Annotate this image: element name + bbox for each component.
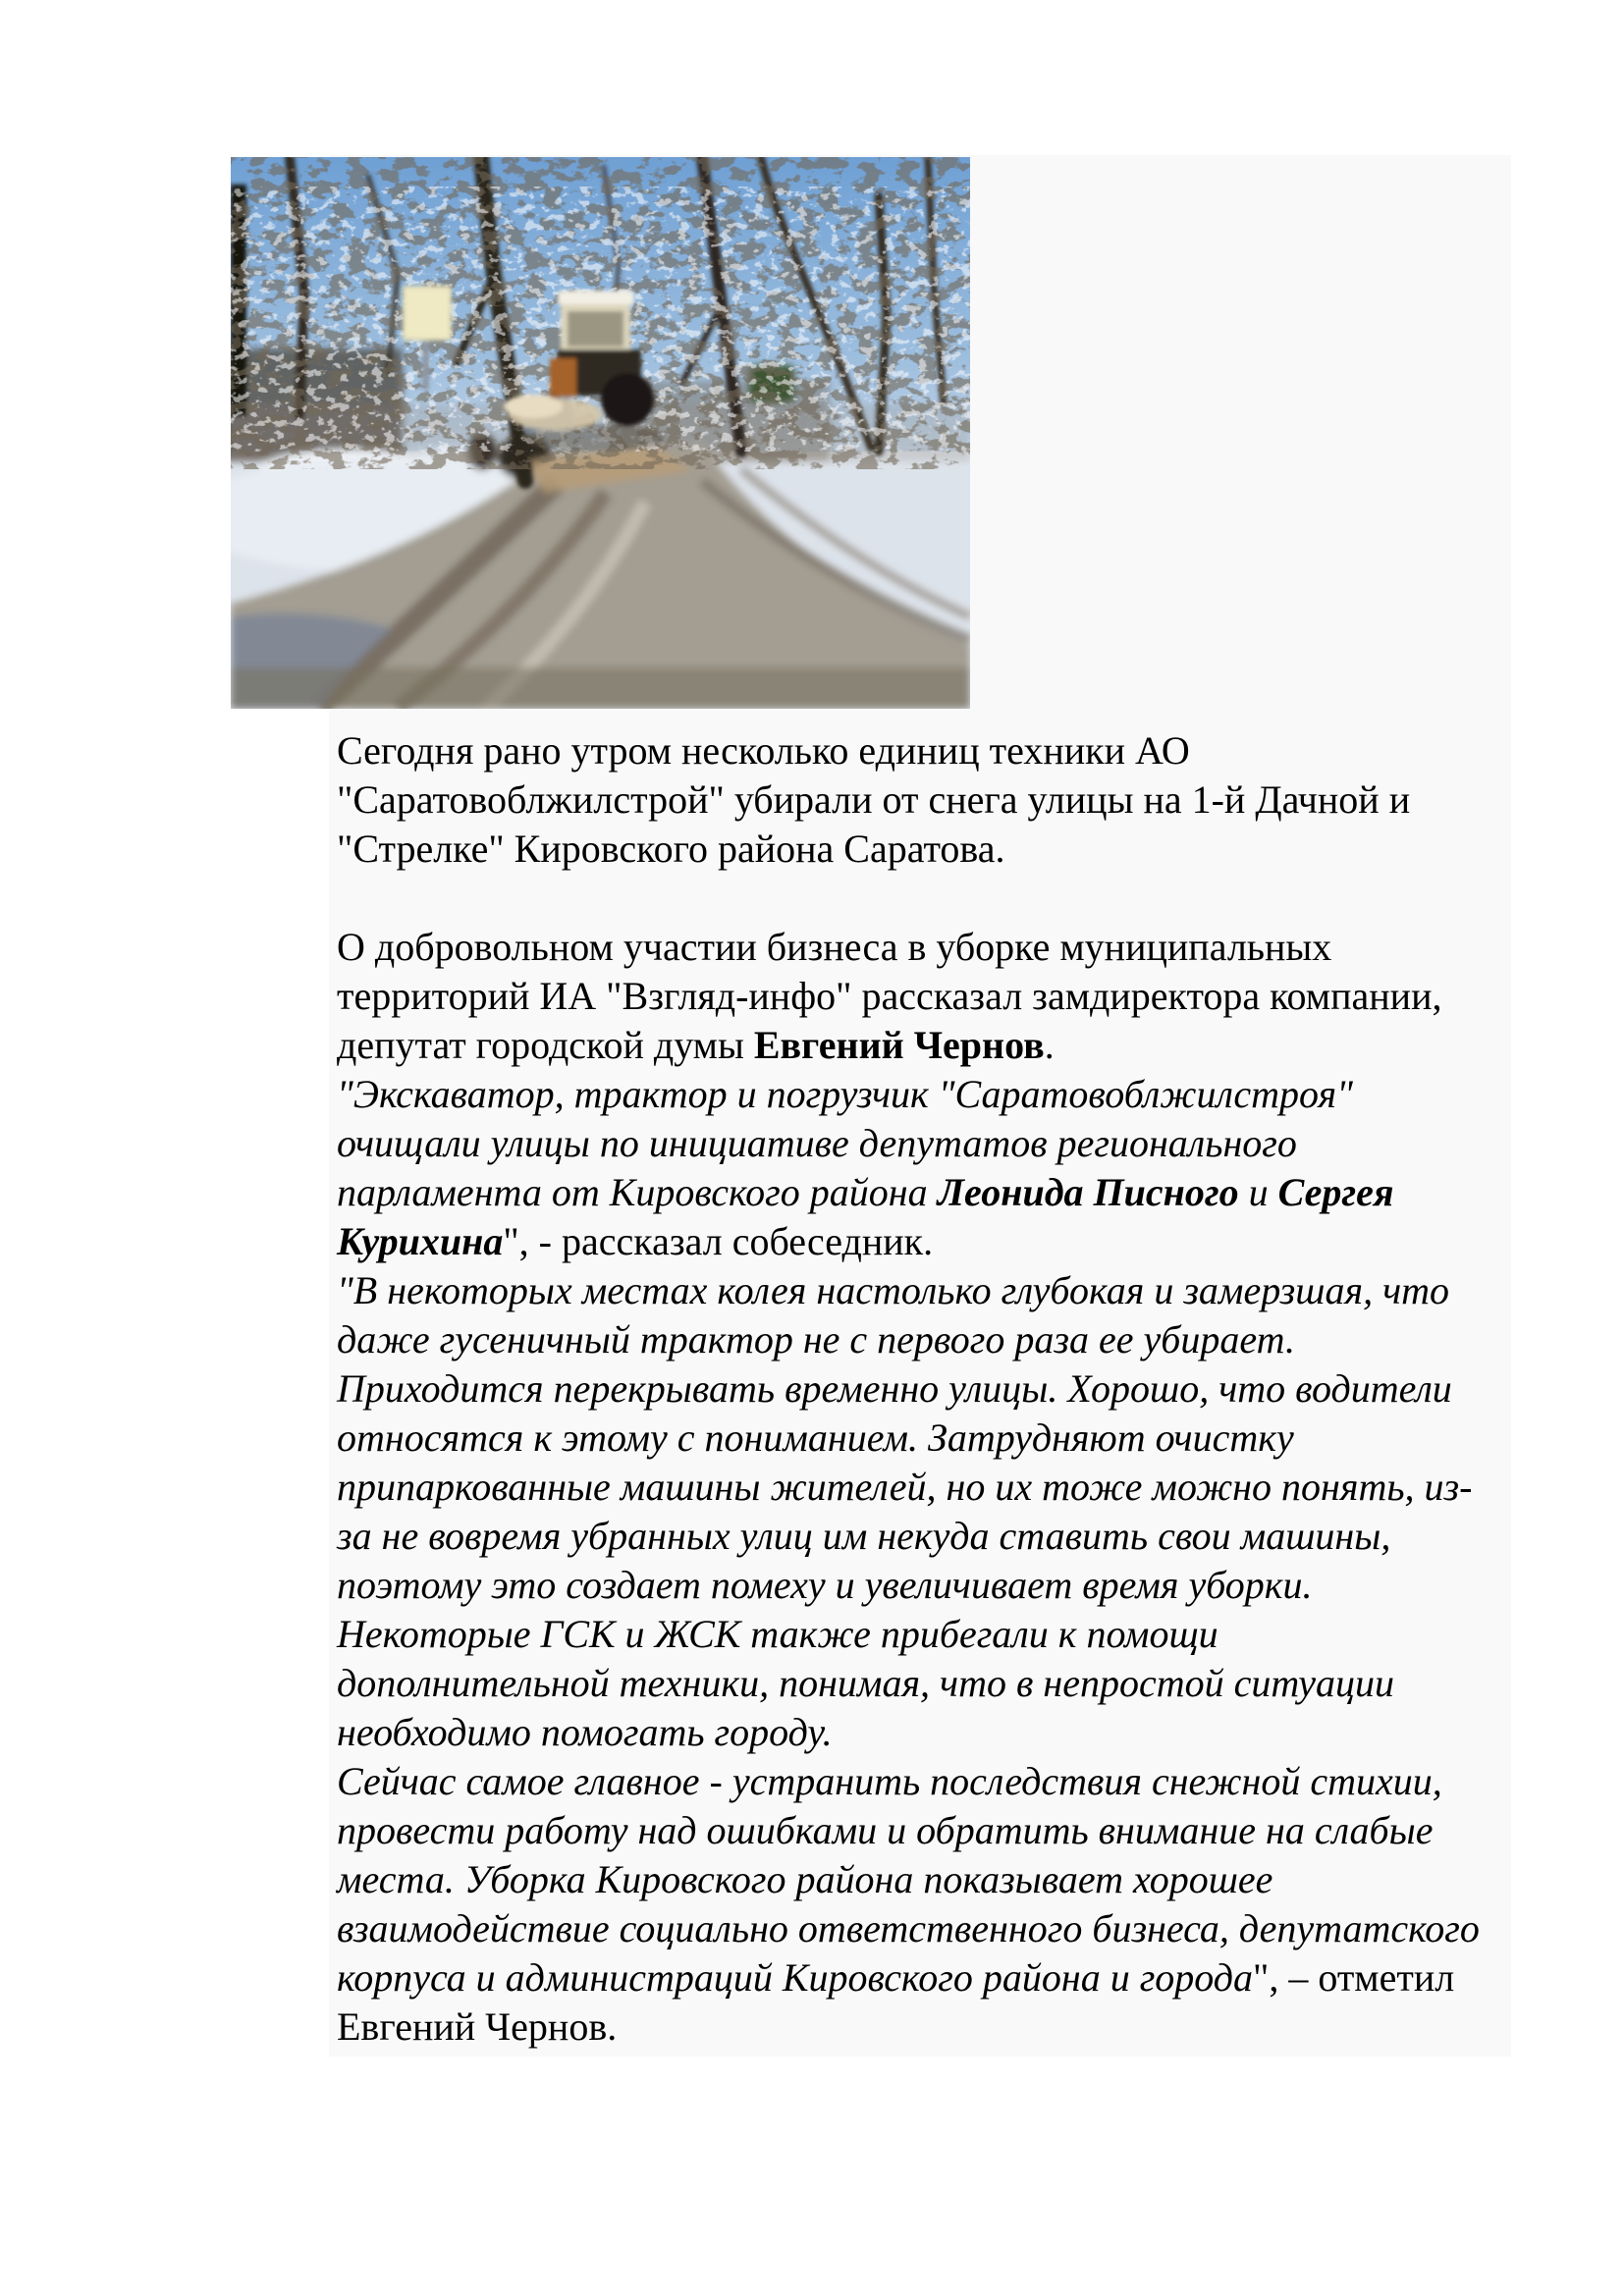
text-line — [337, 1414, 1505, 1463]
text-line — [337, 1266, 1505, 1315]
snow-street-photo-illustration — [231, 157, 970, 709]
text-segment: депутат городской думы — [337, 1023, 754, 1067]
text-line — [337, 1070, 1505, 1119]
text-segment: Леонида Писного — [937, 1170, 1239, 1214]
paragraph — [337, 1070, 1505, 1266]
article-text — [337, 726, 1505, 2052]
text-segment: "Саратовоблжилстрой" убирали от снега улицы на 1-й Дачной и — [337, 777, 1411, 822]
text-line — [337, 1315, 1505, 1364]
text-segment: Сегодня рано утром несколько единиц техники АО — [337, 728, 1190, 773]
text-segment: взаимодействие социально ответственного бизнеса, депутатского — [337, 1906, 1480, 1950]
text-line — [337, 972, 1505, 1021]
text-segment: даже гусеничный трактор не с первого раза ее убирает. — [337, 1317, 1295, 1362]
text-segment: за не вовремя убранных улиц им некуда ставить свои машины, — [337, 1514, 1391, 1558]
text-segment: поэтому это создает помеху и увеличивает время уборки. — [337, 1563, 1313, 1607]
text-segment: "Стрелке" Кировского района Саратова. — [337, 827, 1005, 871]
article-photo — [231, 157, 970, 709]
text-line — [337, 1757, 1505, 1806]
text-segment: ", – отметил — [1253, 1955, 1455, 2000]
text-segment: очищали улицы по инициативе депутатов регионального — [337, 1121, 1297, 1165]
text-segment: "В некоторых местах колея настолько глубокая и замерзшая, что — [337, 1268, 1450, 1312]
text-segment: Приходится перекрывать временно улицы. Хорошо, что водители — [337, 1366, 1452, 1411]
text-segment: припаркованные машины жителей, но их тоже можно понять, из- — [337, 1465, 1473, 1509]
text-segment: парламента от Кировского района — [337, 1170, 938, 1214]
text-line — [337, 1463, 1505, 1512]
text-segment: корпуса и администраций Кировского района и города — [337, 1955, 1254, 2000]
text-segment: необходимо помогать городу. — [337, 1710, 833, 1754]
text-line — [337, 1708, 1505, 1757]
text-line — [337, 1168, 1505, 1217]
text-segment: относятся к этому с пониманием. Затрудняют очистку — [337, 1415, 1294, 1460]
text-line — [337, 2002, 1505, 2052]
text-segment: Сергея — [1277, 1170, 1394, 1214]
text-line — [337, 1217, 1505, 1266]
text-line — [337, 1806, 1505, 1855]
paragraph — [337, 923, 1505, 1070]
paragraph — [337, 726, 1505, 874]
text-line — [337, 726, 1505, 775]
text-line — [337, 1512, 1505, 1561]
paragraph — [337, 1757, 1505, 2052]
text-segment: . — [1044, 1023, 1055, 1067]
text-segment: места. Уборка Кировского района показывает хорошее — [337, 1857, 1273, 1901]
text-line — [337, 1855, 1505, 1904]
text-line — [337, 825, 1505, 874]
text-line — [337, 1119, 1505, 1168]
text-line — [337, 1904, 1505, 1953]
text-segment: ", - рассказал собеседник. — [503, 1219, 934, 1263]
text-line — [337, 1953, 1505, 2002]
text-line — [337, 1364, 1505, 1414]
text-line — [337, 1610, 1505, 1659]
text-line — [337, 1659, 1505, 1708]
text-segment: Курихина — [337, 1219, 504, 1263]
text-segment: провести работу над ошибками и обратить внимание на слабые — [337, 1808, 1434, 1852]
text-segment: дополнительной техники, понимая, что в непростой ситуации — [337, 1661, 1395, 1705]
text-segment: Евгений Чернов — [753, 1023, 1045, 1067]
text-line — [337, 1021, 1505, 1070]
text-segment: Евгений Чернов. — [337, 2004, 618, 2049]
text-segment: Некоторые ГСК и ЖСК также прибегали к помощи — [337, 1612, 1218, 1656]
text-segment: О добровольном участии бизнеса в уборке муниципальных — [337, 925, 1332, 969]
text-segment: и — [1238, 1170, 1278, 1214]
text-segment: Сейчас самое главное - устранить последствия снежной стихии, — [337, 1759, 1442, 1803]
text-segment: "Экскаватор, трактор и погрузчик "Саратовоблжилстроя" — [337, 1072, 1353, 1116]
text-line — [337, 1561, 1505, 1610]
text-line — [337, 775, 1505, 825]
text-line — [337, 923, 1505, 972]
text-segment: территорий ИА "Взгляд-инфо" рассказал замдиректора компании, — [337, 974, 1442, 1018]
paragraph — [337, 1266, 1505, 1757]
